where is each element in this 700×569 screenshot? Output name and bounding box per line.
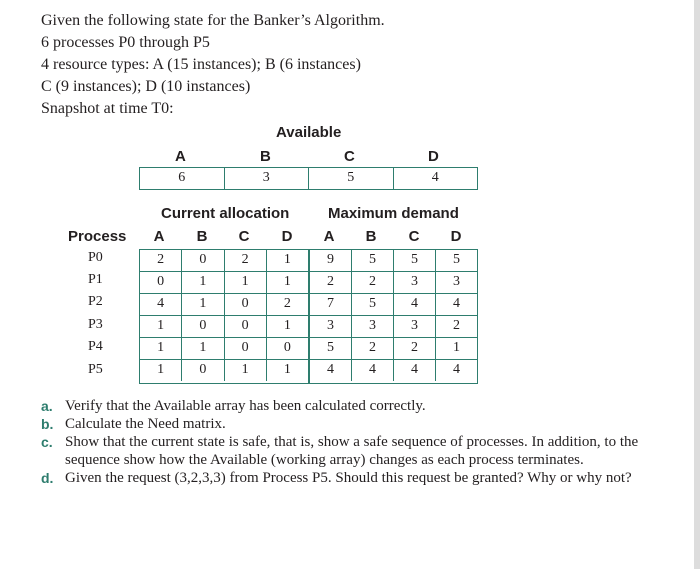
allocation-cell: 1 [182,338,224,359]
intro-line: Snapshot at time T0: [41,100,174,117]
intro-line: Given the following state for the Banker’s Algorithm. [41,12,385,29]
maximum-cell: 2 [310,272,352,293]
process-name: P1 [88,272,103,287]
maximum-cell: 3 [394,316,436,337]
allocation-cell: 0 [225,338,267,359]
allocation-cell: 1 [283,318,291,333]
maximum-header-d: D [450,228,462,245]
allocation-cell: 1 [283,274,291,289]
allocation-cell: 0 [182,360,224,381]
maximum-header-b: B [365,228,377,245]
allocation-cell: 0 [225,294,267,315]
allocation-row [140,360,308,381]
page-edge [694,0,700,569]
maximum-cell: 4 [453,296,460,311]
maximum-cell: 7 [310,294,352,315]
maximum-cell: 1 [453,340,460,355]
allocation-header-a: A [153,228,165,245]
question-text: Verify that the Available array has been calculated correctly. [65,398,426,414]
available-value: 3 [225,168,310,189]
allocation-row [140,294,308,316]
allocation-cell: 0 [140,272,182,293]
available-value: 4 [431,170,439,185]
allocation-row [140,272,308,294]
allocation-header-c: C [238,228,250,245]
available-title: Available [276,124,342,141]
allocation-header-b: B [196,228,208,245]
maximum-cell: 5 [352,250,394,271]
allocation-row [140,250,308,272]
allocation-row [140,338,308,360]
available-header-a: A [175,148,186,165]
maximum-matrix [309,249,478,384]
maximum-cell: 3 [453,274,460,289]
allocation-cell: 1 [225,272,267,293]
allocation-cell: 2 [283,296,291,311]
question-text: Show that the current state is safe, that is, show a safe sequence of processes. In addition, to the sequence show how the Available (working array) changes as each process terminates. [65,434,639,468]
allocation-cell: 4 [140,294,182,315]
question-item [41,433,641,469]
question-text: Calculate the Need matrix. [65,416,226,432]
maximum-header-a: A [323,228,335,245]
maximum-row [310,316,477,338]
process-name: P0 [88,250,103,265]
allocation-cell: 0 [182,250,224,271]
available-value: 6 [140,168,225,189]
process-name: P5 [88,362,103,377]
maximum-cell: 2 [453,318,460,333]
question-text: Given the request (3,2,3,3) from Process P5. Should this request be granted? Why or why not? [65,470,632,486]
maximum-row [310,250,477,272]
allocation-matrix [139,249,309,384]
maximum-cell: 2 [352,338,394,359]
allocation-cell: 1 [140,338,182,359]
allocation-cell: 1 [182,272,224,293]
maximum-cell: 4 [394,360,436,381]
intro-line: 4 resource types: A (15 instances); B (6 instances) [41,56,361,73]
question-item [41,415,641,433]
available-header-d: D [428,148,439,165]
available-header-b: B [260,148,271,165]
question-list [41,397,641,487]
question-item [41,397,641,415]
maximum-cell: 2 [394,338,436,359]
intro-line: C (9 instances); D (10 instances) [41,78,251,95]
allocation-cell: 1 [182,294,224,315]
question-label: d. [41,470,54,486]
maximum-cell: 5 [394,250,436,271]
allocation-row [140,316,308,338]
intro-text [41,10,385,120]
available-header-c: C [344,148,355,165]
question-label: a. [41,398,53,414]
maximum-cell: 5 [310,338,352,359]
allocation-cell: 1 [140,360,182,381]
intro-line: 6 processes P0 through P5 [41,34,210,51]
process-name: P3 [88,317,103,332]
allocation-cell: 1 [140,316,182,337]
allocation-cell: 1 [283,252,291,267]
allocation-cell: 0 [182,316,224,337]
allocation-cell: 0 [283,340,291,355]
allocation-cell: 2 [225,250,267,271]
maximum-cell: 9 [310,250,352,271]
maximum-row [310,294,477,316]
maximum-cell: 4 [394,294,436,315]
process-header: Process [68,228,127,245]
allocation-cell: 0 [225,316,267,337]
maximum-header-c: C [408,228,420,245]
question-item [41,469,641,487]
available-value: 5 [309,168,394,189]
allocation-title: Current allocation [161,205,290,222]
question-label: c. [41,434,53,450]
maximum-cell: 4 [310,360,352,381]
maximum-cell: 4 [453,362,460,377]
process-name: P4 [88,339,103,354]
maximum-cell: 5 [453,252,460,267]
allocation-cell: 1 [225,360,267,381]
maximum-row [310,360,477,381]
available-table [139,167,478,190]
process-name: P2 [88,294,103,309]
maximum-title: Maximum demand [328,205,459,222]
allocation-cell: 1 [283,362,291,377]
maximum-cell: 3 [352,316,394,337]
maximum-cell: 3 [394,272,436,293]
maximum-cell: 5 [352,294,394,315]
question-label: b. [41,416,54,432]
allocation-header-d: D [281,228,293,245]
maximum-cell: 3 [310,316,352,337]
maximum-row [310,338,477,360]
maximum-cell: 4 [352,360,394,381]
maximum-row [310,272,477,294]
allocation-cell: 2 [140,250,182,271]
maximum-cell: 2 [352,272,394,293]
